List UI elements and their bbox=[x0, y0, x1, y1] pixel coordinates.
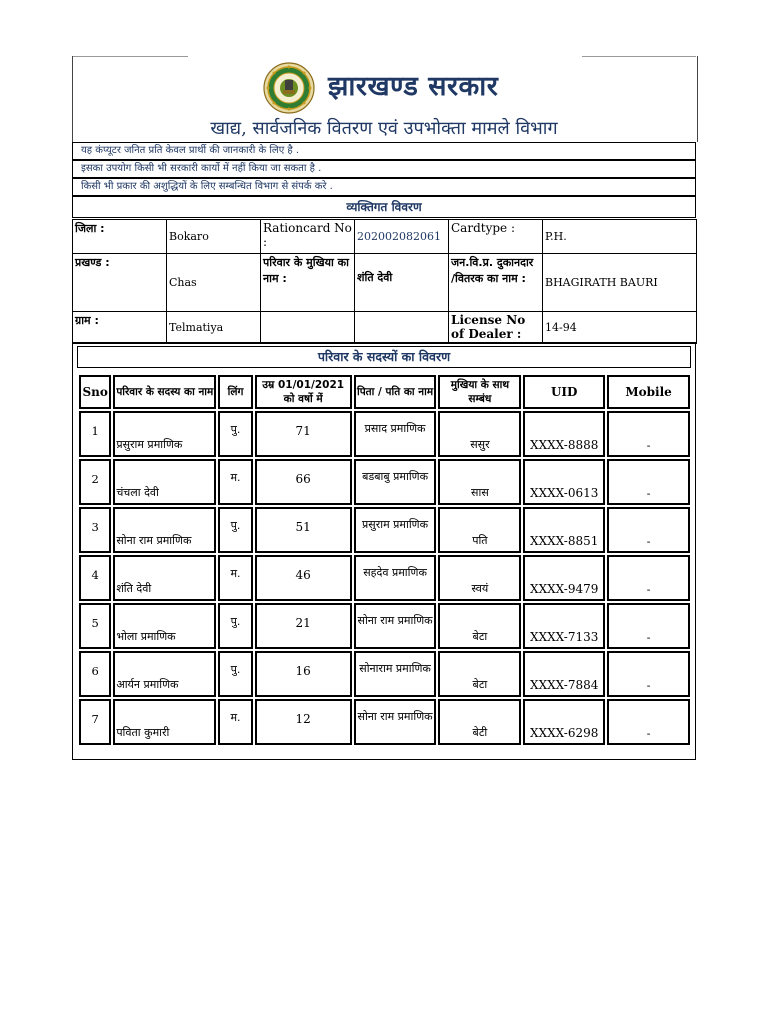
table-cell bbox=[79, 699, 111, 745]
empty-cell bbox=[355, 312, 449, 344]
block-value: Chas bbox=[167, 254, 261, 312]
table-cell bbox=[79, 507, 111, 553]
member-mobile: - bbox=[646, 631, 651, 644]
table-cell bbox=[255, 699, 352, 745]
table-cell bbox=[255, 651, 352, 697]
notice-line: किसी भी प्रकार की अशुद्धियों के लिए सम्बन्धित विभाग से संपर्क करे . bbox=[72, 178, 696, 196]
member-age: 66 bbox=[295, 472, 311, 486]
table-cell bbox=[113, 699, 216, 745]
member-age: 51 bbox=[295, 520, 311, 534]
block-label: प्रखण्ड : bbox=[73, 254, 167, 312]
notice-line: यह कंप्यूटर जनित प्रति केवल प्रार्थी की जानकारी के लिए है . bbox=[72, 142, 696, 160]
member-sno: 3 bbox=[91, 520, 99, 534]
table-cell bbox=[255, 411, 352, 457]
member-mobile: - bbox=[646, 535, 651, 548]
table-cell bbox=[523, 411, 605, 457]
table-row bbox=[79, 603, 690, 649]
member-father-name: सहदेव प्रमाणिक bbox=[363, 566, 427, 579]
table-cell bbox=[607, 459, 690, 505]
member-mobile: - bbox=[646, 583, 651, 596]
table-cell bbox=[607, 411, 690, 457]
table-cell bbox=[79, 411, 111, 457]
table-cell bbox=[607, 651, 690, 697]
member-sno: 4 bbox=[91, 568, 99, 582]
member-mobile: - bbox=[646, 679, 651, 692]
table-cell bbox=[79, 555, 111, 601]
table-cell bbox=[523, 555, 605, 601]
col-header-gender: लिंग bbox=[218, 375, 252, 409]
district-value: Bokaro bbox=[167, 220, 261, 254]
table-cell bbox=[438, 603, 521, 649]
member-uid: XXXX-7884 bbox=[530, 678, 599, 692]
member-father-name: सोनाराम प्रमाणिक bbox=[359, 662, 431, 675]
jharkhand-emblem-icon bbox=[263, 62, 315, 114]
member-relation: स्वयं bbox=[471, 582, 489, 595]
table-cell bbox=[255, 555, 352, 601]
empty-cell bbox=[261, 312, 355, 344]
member-sno: 2 bbox=[91, 472, 99, 486]
member-age: 46 bbox=[295, 568, 311, 582]
col-header-uid: UID bbox=[523, 375, 605, 409]
table-cell bbox=[438, 411, 521, 457]
family-head-value: शंति देवी bbox=[355, 254, 449, 312]
table-cell bbox=[607, 507, 690, 553]
dealer-name-value: BHAGIRATH BAURI bbox=[543, 254, 697, 312]
member-sno: 6 bbox=[91, 664, 99, 678]
member-father-name: बडबाबु प्रमाणिक bbox=[362, 470, 429, 483]
table-cell bbox=[218, 699, 252, 745]
member-relation: बेटा bbox=[472, 678, 488, 691]
government-title: झारखण्ड सरकार bbox=[328, 71, 499, 102]
table-cell bbox=[79, 459, 111, 505]
table-cell bbox=[607, 555, 690, 601]
family-members-section bbox=[72, 342, 696, 760]
table-cell bbox=[523, 459, 605, 505]
table-cell bbox=[354, 699, 437, 745]
rationcard-value: 202002082061 bbox=[355, 220, 449, 254]
table-row bbox=[79, 411, 690, 457]
member-gender: पु. bbox=[230, 519, 241, 532]
member-gender: म. bbox=[230, 567, 241, 580]
table-cell bbox=[255, 507, 352, 553]
col-header-father-name: पिता / पति का नाम bbox=[354, 375, 437, 409]
col-header-sno: Sno bbox=[79, 375, 111, 409]
col-header-age: उम्र 01/01/2021 को वर्षो में bbox=[255, 375, 352, 409]
family-head-label: परिवार के मुखिया का नाम : bbox=[261, 254, 355, 312]
member-relation: बेटी bbox=[472, 726, 488, 739]
cardtype-label: Cardtype : bbox=[449, 220, 543, 254]
table-cell bbox=[523, 699, 605, 745]
table-cell bbox=[218, 411, 252, 457]
member-name: शंति देवी bbox=[116, 582, 152, 595]
family-members-title: परिवार के सदस्यों का विवरण bbox=[77, 346, 691, 368]
district-label: जिला : bbox=[73, 220, 167, 254]
table-cell bbox=[607, 603, 690, 649]
member-name: आर्यन प्रमाणिक bbox=[116, 678, 179, 691]
table-cell bbox=[438, 459, 521, 505]
member-gender: पु. bbox=[230, 663, 241, 676]
member-uid: XXXX-7133 bbox=[530, 630, 599, 644]
member-sno: 5 bbox=[91, 616, 99, 630]
dealer-name-label: जन.वि.प्र. दुकानदार /वितरक का नाम : bbox=[449, 254, 543, 312]
family-members-table bbox=[77, 373, 692, 747]
table-cell bbox=[354, 411, 437, 457]
table-cell bbox=[354, 459, 437, 505]
member-gender: म. bbox=[230, 711, 241, 724]
member-sno: 1 bbox=[91, 424, 99, 438]
license-value: 14-94 bbox=[543, 312, 697, 344]
table-cell bbox=[79, 603, 111, 649]
member-mobile: - bbox=[646, 439, 651, 452]
notice-line: इसका उपयोग किसी भी सरकारी कार्यो में नहीं किया जा सकता है . bbox=[72, 160, 696, 178]
table-cell bbox=[218, 555, 252, 601]
table-row bbox=[79, 699, 690, 745]
member-gender: म. bbox=[230, 471, 241, 484]
member-name: सोना राम प्रमाणिक bbox=[116, 534, 192, 547]
col-header-member-name: परिवार के सदस्य का नाम bbox=[113, 375, 216, 409]
table-cell bbox=[218, 603, 252, 649]
table-cell bbox=[218, 459, 252, 505]
village-label: ग्राम : bbox=[73, 312, 167, 344]
table-cell bbox=[523, 507, 605, 553]
member-age: 71 bbox=[295, 424, 311, 438]
member-name: चंचला देवी bbox=[116, 486, 159, 499]
table-cell bbox=[113, 411, 216, 457]
col-header-mobile: Mobile bbox=[607, 375, 690, 409]
table-row bbox=[79, 507, 690, 553]
member-relation: ससुर bbox=[470, 438, 490, 451]
table-cell bbox=[438, 651, 521, 697]
personal-details-table bbox=[72, 219, 697, 344]
department-title: खाद्य, सार्वजनिक वितरण एवं उपभोक्ता मामले विभाग bbox=[210, 118, 558, 139]
member-sno: 7 bbox=[91, 712, 99, 726]
village-value: Telmatiya bbox=[167, 312, 261, 344]
member-age: 16 bbox=[295, 664, 311, 678]
table-cell bbox=[438, 507, 521, 553]
license-label: License No of Dealer : bbox=[449, 312, 543, 344]
member-uid: XXXX-8888 bbox=[530, 438, 599, 452]
table-cell bbox=[255, 603, 352, 649]
member-name: प्रसुराम प्रमाणिक bbox=[116, 438, 183, 451]
rationcard-label: Rationcard No : bbox=[261, 220, 355, 254]
table-cell bbox=[255, 459, 352, 505]
cardtype-value: P.H. bbox=[543, 220, 697, 254]
table-cell bbox=[523, 651, 605, 697]
table-cell bbox=[113, 555, 216, 601]
member-relation: सास bbox=[471, 486, 489, 499]
member-uid: XXXX-9479 bbox=[530, 582, 599, 596]
member-age: 12 bbox=[295, 712, 311, 726]
member-uid: XXXX-0613 bbox=[530, 486, 599, 500]
table-cell bbox=[218, 507, 252, 553]
table-cell bbox=[354, 651, 437, 697]
member-father-name: सोना राम प्रमाणिक bbox=[357, 710, 433, 723]
table-cell bbox=[79, 651, 111, 697]
member-gender: पु. bbox=[230, 615, 241, 628]
member-mobile: - bbox=[646, 727, 651, 740]
member-mobile: - bbox=[646, 487, 651, 500]
member-father-name: सोना राम प्रमाणिक bbox=[357, 614, 433, 627]
col-header-relation: मुखिया के साथ सम्बंध bbox=[438, 375, 521, 409]
member-age: 21 bbox=[295, 616, 311, 630]
member-relation: पति bbox=[472, 534, 488, 547]
personal-details-title: व्यक्तिगत विवरण bbox=[72, 196, 696, 218]
table-cell bbox=[218, 651, 252, 697]
member-name: पविता कुमारी bbox=[116, 726, 170, 739]
table-cell bbox=[354, 555, 437, 601]
member-father-name: प्रसाद प्रमाणिक bbox=[364, 422, 426, 435]
table-cell bbox=[113, 507, 216, 553]
member-gender: पु. bbox=[230, 423, 241, 436]
table-cell bbox=[438, 699, 521, 745]
table-row bbox=[79, 459, 690, 505]
table-cell bbox=[354, 507, 437, 553]
table-cell bbox=[113, 651, 216, 697]
member-uid: XXXX-6298 bbox=[530, 726, 599, 740]
table-row bbox=[79, 555, 690, 601]
member-relation: बेटा bbox=[472, 630, 488, 643]
table-cell bbox=[607, 699, 690, 745]
table-cell bbox=[113, 459, 216, 505]
table-cell bbox=[113, 603, 216, 649]
member-father-name: प्रसुराम प्रमाणिक bbox=[362, 518, 429, 531]
member-uid: XXXX-8851 bbox=[530, 534, 599, 548]
table-row bbox=[79, 651, 690, 697]
table-cell bbox=[523, 603, 605, 649]
table-cell bbox=[354, 603, 437, 649]
member-name: भोला प्रमाणिक bbox=[116, 630, 176, 643]
table-cell bbox=[438, 555, 521, 601]
